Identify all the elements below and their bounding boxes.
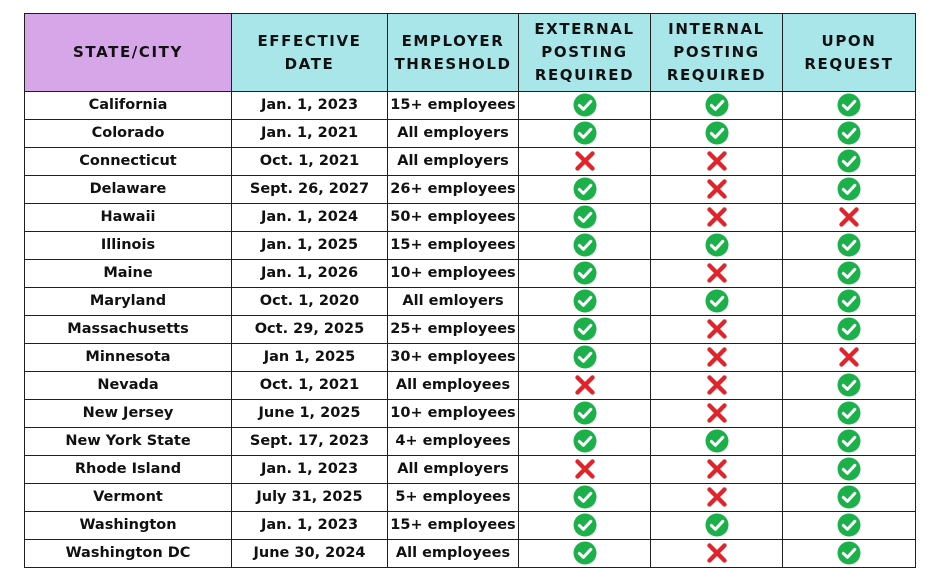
effective-date-cell: July 31, 2025 [232, 484, 388, 512]
internal-posting-cell [651, 484, 783, 512]
table-row [25, 288, 916, 316]
table-row [25, 92, 916, 120]
effective-date-cell: Oct. 1, 2020 [232, 288, 388, 316]
external-posting-cell [519, 92, 651, 120]
employer-threshold-cell: All employees [388, 372, 519, 400]
internal-posting-cell [651, 120, 783, 148]
check-circle-icon [705, 233, 729, 257]
effective-date-cell: Jan. 1, 2023 [232, 92, 388, 120]
state-cell: New York State [25, 428, 232, 456]
check-circle-icon [573, 513, 597, 537]
table-row [25, 372, 916, 400]
table-row [25, 344, 916, 372]
upon-request-cell [783, 120, 916, 148]
internal-posting-cell [651, 372, 783, 400]
x-mark-icon [705, 317, 729, 341]
effective-date-cell: Jan. 1, 2023 [232, 512, 388, 540]
column-header-state [25, 14, 232, 92]
effective-date-cell: Jan. 1, 2024 [232, 204, 388, 232]
external-posting-cell [519, 400, 651, 428]
column-header-threshold-line: THRESHOLD [394, 54, 512, 73]
effective-date-cell: June 30, 2024 [232, 540, 388, 568]
upon-request-cell [783, 92, 916, 120]
column-header-internal [651, 14, 783, 92]
employer-threshold-cell: All employees [388, 540, 519, 568]
table-row [25, 540, 916, 568]
state-cell: New Jersey [25, 400, 232, 428]
check-circle-icon [837, 121, 861, 145]
x-mark-icon [705, 205, 729, 229]
effective-date-cell: Oct. 1, 2021 [232, 148, 388, 176]
state-cell: Washington [25, 512, 232, 540]
effective-date-cell: Sept. 17, 2023 [232, 428, 388, 456]
employer-threshold-cell: 10+ employees [388, 260, 519, 288]
employer-threshold-cell: All emloyers [388, 288, 519, 316]
x-mark-icon [705, 261, 729, 285]
table-row [25, 400, 916, 428]
internal-posting-cell [651, 512, 783, 540]
column-header-threshold [388, 14, 519, 92]
internal-posting-cell [651, 232, 783, 260]
column-header-external-line: EXTERNAL [534, 20, 635, 38]
x-mark-icon [705, 373, 729, 397]
check-circle-icon [705, 93, 729, 117]
state-cell: Vermont [25, 484, 232, 512]
upon-request-cell [783, 232, 916, 260]
check-circle-icon [837, 429, 861, 453]
table-row [25, 204, 916, 232]
upon-request-cell [783, 344, 916, 372]
external-posting-cell [519, 204, 651, 232]
header-row [25, 14, 916, 92]
upon-request-cell [783, 372, 916, 400]
state-cell: Washington DC [25, 540, 232, 568]
check-circle-icon [573, 233, 597, 257]
state-cell: Illinois [25, 232, 232, 260]
check-circle-icon [837, 261, 861, 285]
effective-date-cell: June 1, 2025 [232, 400, 388, 428]
internal-posting-cell [651, 260, 783, 288]
table-row [25, 176, 916, 204]
effective-date-cell: Jan. 1, 2023 [232, 456, 388, 484]
table-row [25, 260, 916, 288]
external-posting-cell [519, 428, 651, 456]
state-cell: Nevada [25, 372, 232, 400]
check-circle-icon [837, 93, 861, 117]
check-circle-icon [837, 373, 861, 397]
internal-posting-cell [651, 456, 783, 484]
employer-threshold-cell: All employers [388, 148, 519, 176]
x-mark-icon [573, 457, 597, 481]
upon-request-cell [783, 204, 916, 232]
table-row [25, 512, 916, 540]
x-mark-icon [705, 457, 729, 481]
external-posting-cell [519, 148, 651, 176]
column-header-threshold-line: EMPLOYER [401, 31, 505, 50]
state-cell: Maryland [25, 288, 232, 316]
column-header-internal-line: REQUIRED [666, 66, 767, 84]
internal-posting-cell [651, 400, 783, 428]
effective-date-cell: Jan. 1, 2021 [232, 120, 388, 148]
x-mark-icon [705, 149, 729, 173]
column-header-date [232, 14, 388, 92]
employer-threshold-cell: 4+ employees [388, 428, 519, 456]
table-row [25, 428, 916, 456]
check-circle-icon [573, 121, 597, 145]
external-posting-cell [519, 484, 651, 512]
state-cell: Hawaii [25, 204, 232, 232]
check-circle-icon [705, 513, 729, 537]
external-posting-cell [519, 540, 651, 568]
external-posting-cell [519, 344, 651, 372]
check-circle-icon [573, 541, 597, 565]
external-posting-cell [519, 232, 651, 260]
upon-request-cell [783, 400, 916, 428]
check-circle-icon [837, 513, 861, 537]
column-header-request-line: REQUEST [804, 54, 894, 73]
external-posting-cell [519, 176, 651, 204]
internal-posting-cell [651, 316, 783, 344]
effective-date-cell: Oct. 1, 2021 [232, 372, 388, 400]
check-circle-icon [837, 401, 861, 425]
upon-request-cell [783, 260, 916, 288]
check-circle-icon [837, 149, 861, 173]
external-posting-cell [519, 260, 651, 288]
internal-posting-cell [651, 176, 783, 204]
check-circle-icon [705, 289, 729, 313]
x-mark-icon [705, 177, 729, 201]
check-circle-icon [573, 401, 597, 425]
column-header-state-line: STATE/CITY [73, 43, 183, 61]
check-circle-icon [837, 485, 861, 509]
column-header-date-line: DATE [284, 54, 335, 73]
effective-date-cell: Jan. 1, 2025 [232, 232, 388, 260]
check-circle-icon [573, 261, 597, 285]
employer-threshold-cell: 26+ employees [388, 176, 519, 204]
check-circle-icon [573, 289, 597, 313]
column-header-date-line: EFFECTIVE [257, 31, 362, 50]
effective-date-cell: Jan. 1, 2026 [232, 260, 388, 288]
column-header-external [519, 14, 651, 92]
employer-threshold-cell: 50+ employees [388, 204, 519, 232]
pay-transparency-table [24, 13, 916, 568]
check-circle-icon [837, 541, 861, 565]
employer-threshold-cell: 25+ employees [388, 316, 519, 344]
internal-posting-cell [651, 148, 783, 176]
internal-posting-cell [651, 288, 783, 316]
employer-threshold-cell: All employers [388, 120, 519, 148]
check-circle-icon [837, 289, 861, 313]
upon-request-cell [783, 176, 916, 204]
check-circle-icon [573, 177, 597, 201]
x-mark-icon [705, 485, 729, 509]
state-cell: Delaware [25, 176, 232, 204]
check-circle-icon [573, 93, 597, 117]
check-circle-icon [573, 429, 597, 453]
upon-request-cell [783, 484, 916, 512]
internal-posting-cell [651, 204, 783, 232]
effective-date-cell: Sept. 26, 2027 [232, 176, 388, 204]
table-row [25, 120, 916, 148]
column-header-external-line: POSTING [541, 43, 628, 61]
external-posting-cell [519, 288, 651, 316]
external-posting-cell [519, 512, 651, 540]
x-mark-icon [837, 345, 861, 369]
employer-threshold-cell: 15+ employees [388, 92, 519, 120]
column-header-request-line: UPON [821, 31, 877, 50]
external-posting-cell [519, 120, 651, 148]
x-mark-icon [705, 401, 729, 425]
check-circle-icon [837, 177, 861, 201]
internal-posting-cell [651, 92, 783, 120]
state-cell: Colorado [25, 120, 232, 148]
check-circle-icon [573, 205, 597, 229]
table-body [25, 92, 916, 568]
check-circle-icon [837, 317, 861, 341]
check-circle-icon [705, 121, 729, 145]
x-mark-icon [573, 373, 597, 397]
state-cell: Massachusetts [25, 316, 232, 344]
check-circle-icon [705, 429, 729, 453]
internal-posting-cell [651, 540, 783, 568]
upon-request-cell [783, 316, 916, 344]
x-mark-icon [573, 149, 597, 173]
table-row [25, 484, 916, 512]
state-cell: California [25, 92, 232, 120]
internal-posting-cell [651, 344, 783, 372]
internal-posting-cell [651, 428, 783, 456]
employer-threshold-cell: 30+ employees [388, 344, 519, 372]
employer-threshold-cell: 15+ employees [388, 512, 519, 540]
employer-threshold-cell: 15+ employees [388, 232, 519, 260]
x-mark-icon [837, 205, 861, 229]
column-header-external-line: REQUIRED [534, 66, 635, 84]
check-circle-icon [573, 485, 597, 509]
x-mark-icon [705, 345, 729, 369]
table-header [25, 14, 916, 92]
table-row [25, 456, 916, 484]
table-row [25, 232, 916, 260]
check-circle-icon [573, 317, 597, 341]
effective-date-cell: Jan 1, 2025 [232, 344, 388, 372]
effective-date-cell: Oct. 29, 2025 [232, 316, 388, 344]
state-cell: Connecticut [25, 148, 232, 176]
employer-threshold-cell: 10+ employees [388, 400, 519, 428]
upon-request-cell [783, 540, 916, 568]
upon-request-cell [783, 428, 916, 456]
external-posting-cell [519, 456, 651, 484]
state-cell: Minnesota [25, 344, 232, 372]
upon-request-cell [783, 288, 916, 316]
table-row [25, 316, 916, 344]
check-circle-icon [573, 345, 597, 369]
external-posting-cell [519, 372, 651, 400]
check-circle-icon [837, 457, 861, 481]
state-cell: Rhode Island [25, 456, 232, 484]
upon-request-cell [783, 512, 916, 540]
x-mark-icon [705, 541, 729, 565]
state-cell: Maine [25, 260, 232, 288]
table-row [25, 148, 916, 176]
employer-threshold-cell: All employers [388, 456, 519, 484]
upon-request-cell [783, 148, 916, 176]
column-header-internal-line: POSTING [673, 43, 760, 61]
employer-threshold-cell: 5+ employees [388, 484, 519, 512]
column-header-request [783, 14, 916, 92]
external-posting-cell [519, 316, 651, 344]
upon-request-cell [783, 456, 916, 484]
column-header-internal-line: INTERNAL [668, 20, 765, 38]
check-circle-icon [837, 233, 861, 257]
